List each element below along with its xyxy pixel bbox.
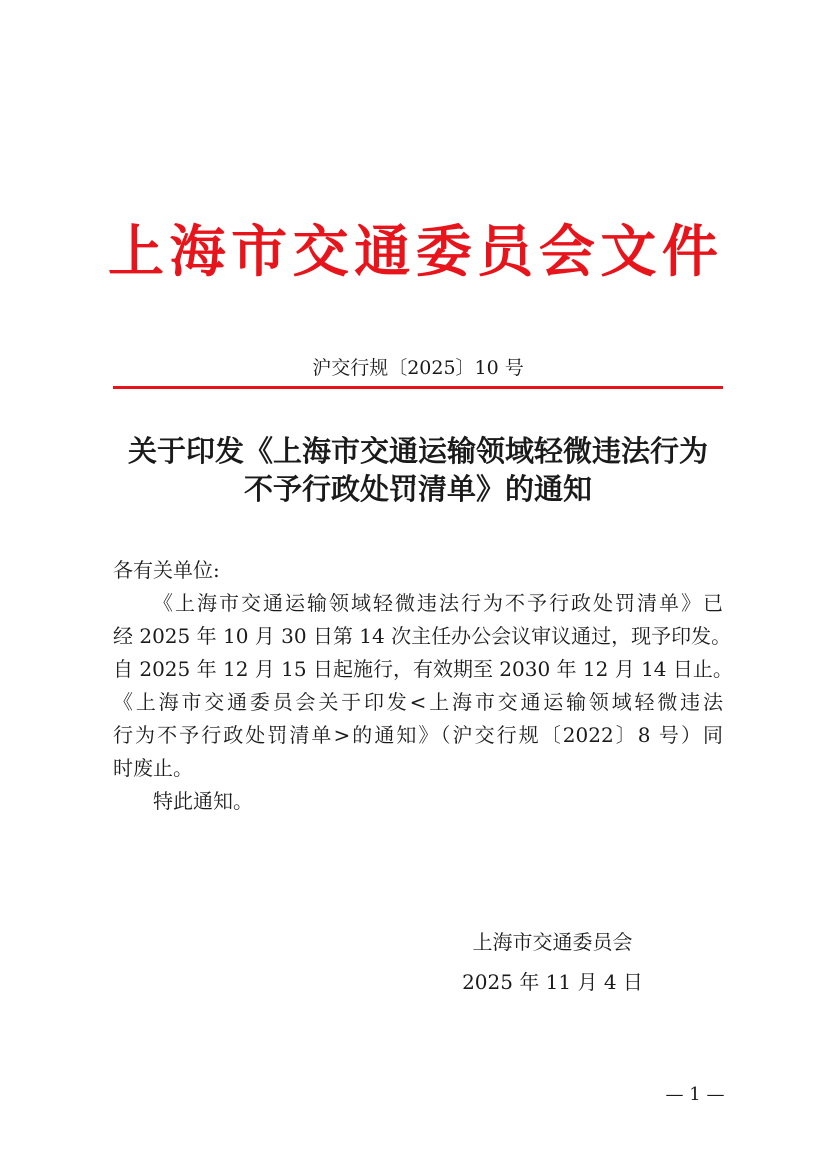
paragraph-line: 时废止。	[113, 756, 193, 780]
signature-organization: 上海市交通委员会	[472, 930, 633, 954]
paragraph-line: 自 2025 年 12 月 15 日起施行，有效期至 2030 年 12 月 14 日止。	[113, 657, 733, 681]
paragraph-line: 行为不予行政处罚清单>的通知》（沪交行规〔2022〕8 号）同	[113, 723, 723, 747]
masthead-char: 员	[477, 219, 534, 285]
masthead-char: 件	[661, 219, 718, 285]
document-body	[113, 554, 733, 818]
masthead-char: 海	[169, 219, 226, 285]
page-number: — 1 —	[665, 1084, 725, 1105]
masthead-char: 交	[292, 219, 349, 285]
paragraph-line: 《上海市交通运输领域轻微违法行为不予行政处罚清单》已	[153, 591, 723, 615]
main-paragraph	[113, 587, 733, 785]
paragraph-line: 经 2025 年 10 月 30 日第 14 次主任办公会议审议通过，现予印发。	[113, 624, 732, 648]
salutation: 各有关单位:	[113, 558, 220, 582]
closing-line: 特此通知。	[153, 789, 253, 813]
masthead-char: 委	[415, 219, 472, 285]
document-number: 沪交行规〔2025〕10 号	[312, 357, 524, 379]
masthead-char: 会	[538, 219, 595, 285]
masthead-char: 文	[600, 219, 657, 285]
title-line-2: 不予行政处罚清单》的通知	[243, 472, 592, 506]
document-masthead	[108, 212, 718, 292]
signature-date: 2025 年 11 月 4 日	[462, 970, 643, 994]
masthead-char: 上	[108, 219, 164, 285]
document-title	[113, 432, 723, 508]
red-separator-line	[113, 386, 723, 389]
masthead-char: 市	[231, 219, 288, 285]
masthead-char: 通	[354, 219, 411, 285]
paragraph-line: 《上海市交通委员会关于印发<上海市交通运输领域轻微违法	[113, 690, 723, 714]
title-line-1: 关于印发《上海市交通运输领域轻微违法行为	[127, 434, 708, 468]
